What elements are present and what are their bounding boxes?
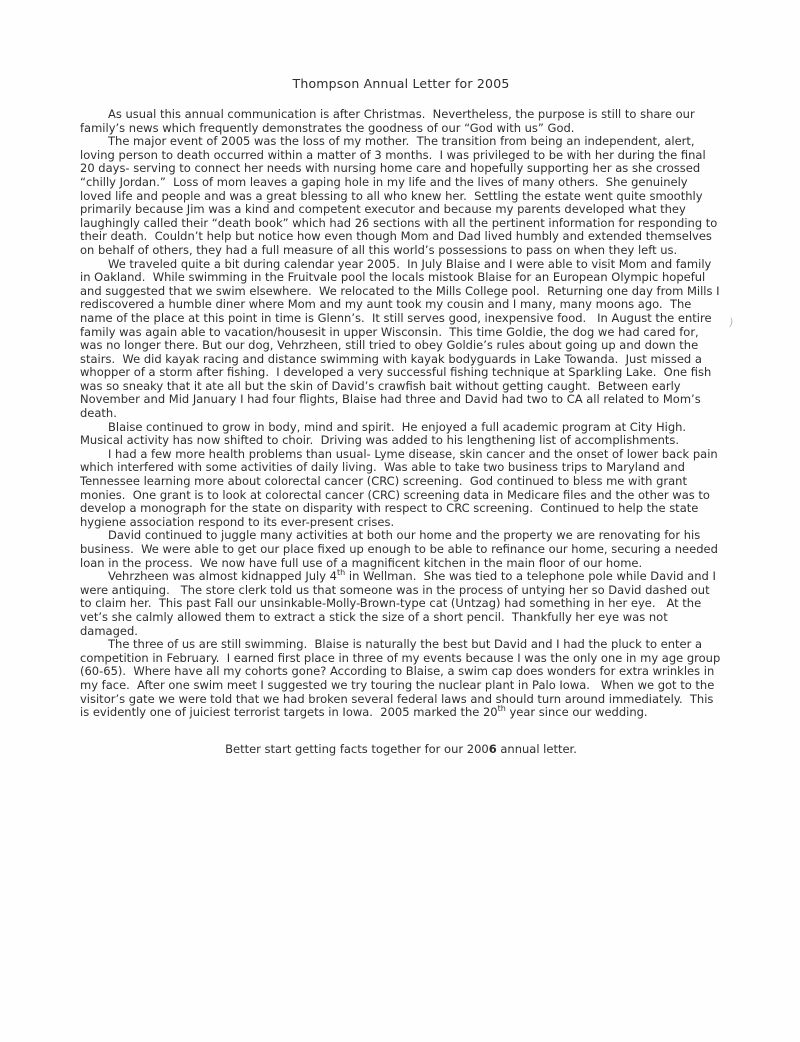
ordinal-superscript: th xyxy=(497,704,506,714)
closing-text: Better start getting facts together for our 200 xyxy=(225,741,489,756)
paragraph-swimming xyxy=(80,638,722,720)
paragraph-health-work xyxy=(80,448,722,530)
paragraph-text: year since our wedding. xyxy=(505,705,648,720)
closing-text: annual letter. xyxy=(496,741,577,756)
paragraph-text: As usual this annual communication is after Christmas. Nevertheless, the purpose is still to share our family’s news which frequently demonstrates the goodness of our “God with us” God. xyxy=(80,107,699,135)
paragraph-text: We traveled quite a bit during calendar year 2005. In July Blaise and I were able to visit Mom and family in Oakland. While swimming in the Fruitvale pool the locals mistook Blaise for an European Olympic hopeful and suggested that we swim elsewhere. We relocated to the Mills College pool. Returning one day from Mills I rediscovered a humble diner where Mom and my aunt took my cousin and I many, many moons ago. The name of the place at this point in time is Glenn’s. It still serves good, inexpensive food. In August the entire family was again able to vacation/housesit in upper Wisconsin. This time Goldie, the dog we had cared for, was no longer there. But our dog, Vehrzheen, still tried to obey Goldie’s rules about going up and down the stairs. We did kayak racing and distance swimming with kayak bodyguards in Lake Towanda. Just missed a whopper of a storm after fishing. I developed a very successful fishing technique at Sparkling Lake. One fish was so sneaky that it ate all but the skin of David’s crawfish bait without getting caught. Between early November and Mid January I had four flights, Blaise had three and David had two to CA all related to Mom’s death. xyxy=(80,256,724,421)
paragraph-pets xyxy=(80,570,722,638)
letter-title: Thompson Annual Letter for 2005 xyxy=(292,76,510,91)
paragraph-travel xyxy=(80,258,722,421)
paragraph-text: Blaise continued to grow in body, mind and spirit. He enjoyed a full academic program at City High. Musical activity has now shifted to choir. Driving was added to his lengthening list of accomplishments. xyxy=(80,419,694,448)
closing-bold-digit: 6 xyxy=(488,741,497,756)
paragraph-intro xyxy=(80,108,722,135)
paragraph-blaise xyxy=(80,421,722,448)
paragraph-text: in Wellman. She was tied to a telephone pole while David and I were antiquing. The store clerk told us that someone was in the process of untying her so David dashed out to claim her. This past Fall our unsinkable-Molly-Brown-type cat (Untzag) had something in her eye. At the vet’s she calmly allowed them to extract a stick the size of a short pencil. Thankfully her eye was not damaged. xyxy=(80,569,720,638)
paragraph-mother-loss xyxy=(80,135,722,257)
paragraph-text: Vehrzheen was almost kidnapped July 4 xyxy=(108,569,337,584)
paragraph-text: The major event of 2005 was the loss of my mother. The transition from being an independent, alert, loving person to death occurred within a matter of 3 months. I was privileged to be with her during the final 20 days- serving to connect her needs with nursing home care and hopefully supporting her as she crossed “chilly Jordan.” Loss of mom leaves a gaping hole in my life and the lives of many others. She genuinely loved life and people and was a great blessing to all who knew her. Settling the estate went quite smoothly primarily because Jim was a kind and competent executor and because my parents developed what they laughingly called their “death book” which had 26 sections with all the pertinent information for responding to their death. Couldn’t help but notice how even though Mom and Dad lived humbly and extended themselves on behalf of others, they had a full measure of all this world’s possessions to pass on when they left us. xyxy=(80,134,721,257)
closing-line xyxy=(80,743,722,757)
scan-artifact-mark: ) xyxy=(728,315,735,330)
paragraph-text: The three of us are still swimming. Blaise is naturally the best but David and I had the pluck to enter a competition in February. I earned first place in three of my events because I was the only one in my age group (60-65). Where have all my cohorts gone? According to Blaise, a swim cap does wonders for extra wrinkles in my face. After one swim meet I suggested we try touring the nuclear plant in Palo Iowa. When we got to the visitor’s gate we were told that we had broken several federal laws and should turn around immediately. This is evidently one of juiciest terrorist targets in Iowa. 2005 marked the 20 xyxy=(80,637,724,720)
ordinal-superscript: th xyxy=(337,568,346,578)
paragraph-text: David continued to juggle many activities at both our home and the property we are renovating for his business. We were able to get our place fixed up enough to be able to refinance our home, securing a needed loan in the process. We now have full use of a magnificent kitchen in the main floor of our home. xyxy=(80,528,722,570)
paragraph-text: I had a few more health problems than usual- Lyme disease, skin cancer and the onset of lower back pain which interfered with some activities of daily living. Was able to take two business trips to Maryland and Tennessee learning more about colorectal cancer (CRC) screening. God continued to bless me with grant monies. One grant is to look at colorectal cancer (CRC) screening data in Medicare files and the other was to develop a monograph for the state on disparity with respect to CRC screening. Continued to help the state hygiene association respond to its ever-present crises. xyxy=(80,446,722,529)
paragraph-david-home xyxy=(80,529,722,570)
letter-body xyxy=(80,108,722,720)
